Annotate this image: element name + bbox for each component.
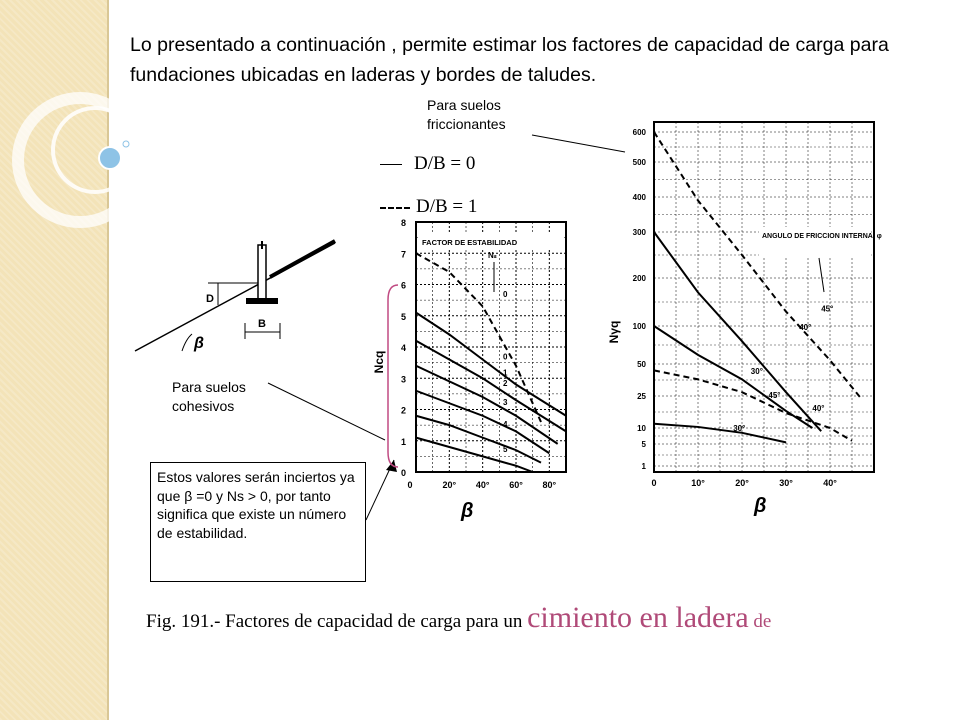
chart1-curve-label: 2: [503, 379, 508, 389]
chart2-y-tick: 200: [632, 274, 646, 283]
chart2-x-tick: 10°: [691, 478, 705, 488]
label-cohesivos-line1: Para suelos: [172, 379, 246, 395]
chart2-x-tick: 30°: [779, 478, 793, 488]
legend-solid-label: D/B = 0: [414, 153, 476, 174]
footing-column: [258, 245, 266, 300]
slope-footing-sketch: [130, 235, 360, 360]
chart1-curve-label: 3: [503, 397, 508, 407]
chart1-y-tick: 8: [400, 218, 406, 228]
chart1-curve-label: 0: [503, 352, 508, 362]
caption-suffix: de: [753, 611, 772, 632]
chart2-y-tick: 5: [641, 440, 646, 449]
chart-ngq: [596, 112, 896, 522]
chart2-title-bg: [759, 227, 871, 257]
chart2-title: ANGULO DE FRICCION INTERNA, φ: [762, 233, 882, 240]
chart2-x-tick: 0: [651, 478, 657, 488]
chart1-legend-symbol: Nₛ: [488, 251, 497, 260]
chart1-xlabel: β: [461, 500, 474, 522]
chart2-x-tick: 20°: [735, 478, 749, 488]
label-friccionantes-line1: Para suelos: [427, 97, 501, 113]
chart2-curve-label: 45°: [821, 304, 834, 314]
chart1-curve-label: 0: [503, 290, 508, 300]
chart1-y-tick: 6: [400, 280, 406, 291]
chart1-y-tick: 1: [400, 436, 406, 447]
chart2-y-tick: 1: [641, 462, 646, 471]
caption-emphasis: cimiento en ladera: [527, 601, 749, 634]
chart2-title-arrow: [819, 258, 824, 292]
label-friccionantes-line2: friccionantes: [427, 116, 506, 132]
chart1-curve-label: 4: [503, 419, 508, 429]
chart1-series-line: [416, 341, 566, 432]
chart2-y-tick: 600: [632, 128, 646, 137]
chart2-x-tick: 40°: [823, 478, 837, 488]
chart1-x-tick: 40°: [475, 480, 490, 490]
chart1-y-tick: 5: [400, 311, 406, 322]
chart2-ylabel: Nγq: [607, 320, 621, 344]
chart1-x-tick: 20°: [442, 480, 457, 490]
beta-arc: [182, 334, 192, 351]
chart1-series-line: [416, 313, 566, 416]
chart1-y-tick: 2: [400, 405, 406, 416]
note-box: Estos valores serán inciertos ya que β =0 y Ns > 0, por tanto significa que existe un número de estabilidad.: [150, 462, 366, 582]
chart2-y-tick: 400: [632, 193, 646, 202]
chart2-y-tick: 500: [632, 158, 646, 167]
chart1-y-tick: 3: [400, 374, 406, 385]
chart2-curve-label: 40°: [799, 322, 812, 332]
chart2-curve-label: 40°: [812, 403, 825, 413]
chart2-y-tick: 25: [637, 392, 646, 401]
footing-base: [246, 298, 278, 304]
chart2-y-tick: 100: [632, 322, 646, 331]
chart1-title: FACTOR DE ESTABILIDAD: [422, 238, 518, 247]
chart1-series-line: [416, 438, 533, 472]
d-label: D: [206, 293, 214, 305]
chart2-curve-label: 30°: [750, 367, 763, 377]
chart2-y-tick: 300: [632, 228, 646, 237]
chart1-curve-label: 1: [503, 368, 508, 378]
chart2-curve-label: 45°: [768, 391, 781, 401]
chart2-xlabel: β: [754, 495, 767, 517]
b-label: B: [258, 318, 266, 330]
chart2-series-line: [654, 232, 821, 434]
chart1-y-tick: 0: [400, 468, 406, 478]
chart1-series-line: [416, 253, 541, 422]
chart1-x-tick: 0: [407, 480, 413, 490]
chart2-curve-label: 30°: [733, 424, 746, 434]
slope-hatch: [270, 241, 335, 277]
beta-label: β: [194, 335, 204, 352]
chart1-series-line: [416, 366, 558, 444]
chart2-y-tick: 10: [637, 424, 646, 433]
legend-dashed-label: D/B = 1: [416, 196, 478, 217]
chart1-x-tick: 60°: [509, 480, 523, 490]
chart1-y-tick: 7: [400, 249, 406, 260]
chart1-ylabel: Ncq: [372, 350, 386, 374]
chart1-curve-label: 5: [503, 444, 508, 454]
chart1-x-tick: 80°: [542, 480, 557, 490]
chart2-series-line: [654, 326, 812, 428]
label-cohesivos-line2: cohesivos: [172, 398, 235, 414]
caption-prefix: Fig. 191.- Factores de capacidad de carga para un: [146, 611, 523, 632]
intro-paragraph: Lo presentado a continuación , permite estimar los factores de capacidad de carga para fundaciones ubicadas en laderas y bordes de taludes.: [130, 34, 889, 86]
chart2-y-tick: 50: [637, 360, 646, 369]
chart1-y-tick: 4: [400, 343, 406, 353]
chart-ncq: [358, 212, 588, 522]
